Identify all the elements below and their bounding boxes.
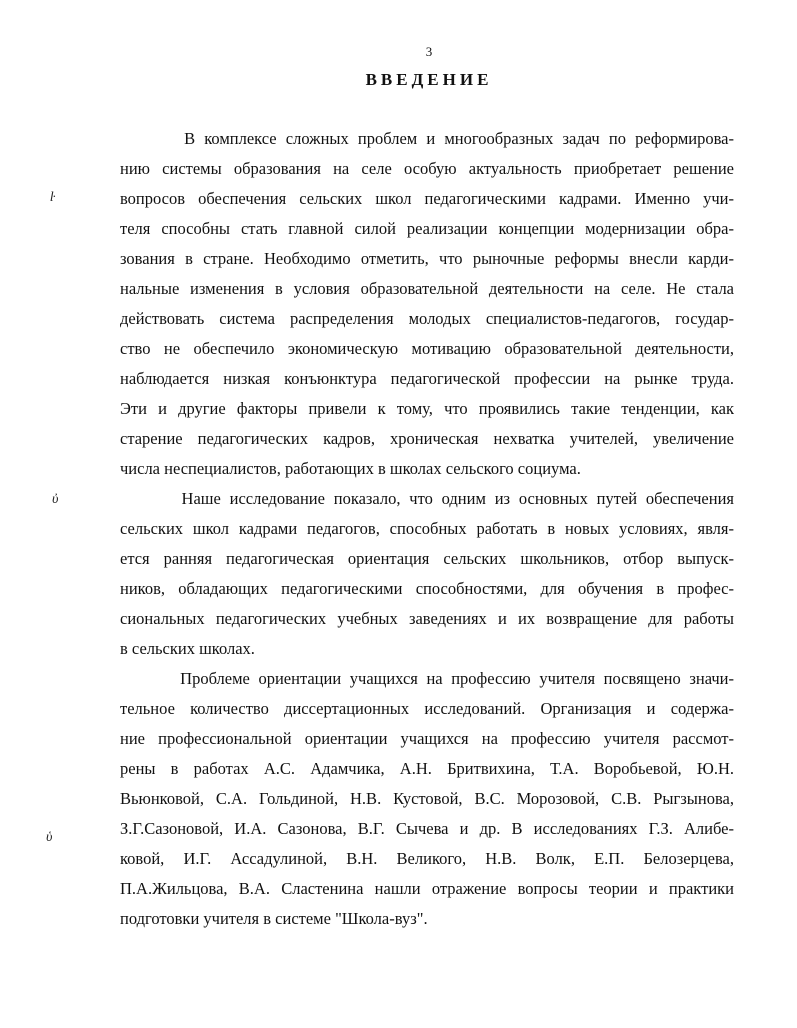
text-line: вопросов обеспечения сельских школ педагогическими кадрами. Именно учи- [120, 189, 734, 208]
text-line: подготовки учителя в системе "Школа-вуз". [120, 909, 428, 928]
text-line: сельских школ кадрами педагогов, способных работать в новых условиях, явля- [120, 519, 734, 538]
text-line: Наше исследование показало, что одним из основных путей обеспечения [120, 489, 734, 508]
text-line: зования в стране. Необходимо отметить, что рыночные реформы внесли карди- [120, 249, 734, 268]
paragraph-3 [120, 664, 734, 934]
text-line: действовать система распределения молодых специалистов-педагогов, государ- [120, 309, 734, 328]
text-line: тельное количество диссертационных исследований. Организация и содержа- [120, 699, 734, 718]
text-line: З.Г.Сазоновой, И.А. Сазонова, В.Г. Сычева и др. В исследованиях Г.З. Алибе- [120, 819, 734, 838]
text-line: наблюдается низкая конъюнктура педагогической профессии на рынке труда. [120, 369, 734, 388]
text-line: старение педагогических кадров, хроническая нехватка учителей, увеличение [120, 429, 734, 448]
text-line: сиональных педагогических учебных заведениях и их возвращение для работы [120, 609, 734, 628]
text-line: П.А.Жильцова, В.А. Сластенина нашли отражение вопросы теории и практики [120, 879, 734, 898]
text-line: ковой, И.Г. Ассадулиной, В.Н. Великого, Н.В. Волк, Е.П. Белозерцева, [120, 849, 734, 868]
paragraph-2 [120, 484, 734, 664]
text-line: Вьюнковой, С.А. Гольдиной, Н.В. Кустовой, В.С. Морозовой, С.В. Рыгзынова, [120, 789, 734, 808]
margin-mark: ŀ [50, 190, 55, 205]
text-line: ние профессиональной ориентации учащихся на профессию учителя рассмот- [120, 729, 734, 748]
margin-mark: ὐ [52, 492, 59, 507]
text-line: нию системы образования на селе особую актуальность приобретает решение [120, 159, 734, 178]
text-line: Проблеме ориентации учащихся на профессию учителя посвящено значи- [120, 669, 734, 688]
text-line: ется ранняя педагогическая ориентация сельских школьников, отбор выпуск- [120, 549, 734, 568]
margin-mark: ὑ [46, 830, 53, 845]
text-line: в сельских школах. [120, 639, 255, 658]
text-line: В комплексе сложных проблем и многообразных задач по реформирова- [120, 129, 734, 148]
text-line: ство не обеспечило экономическую мотивацию образовательной деятельности, [120, 339, 734, 358]
text-line: теля способны стать главной силой реализации концепции модернизации обра- [120, 219, 734, 238]
page-number: 3 [425, 44, 433, 59]
text-line: числа неспециалистов, работающих в школах сельского социума. [120, 459, 581, 478]
text-line: нальные изменения в условия образовательной деятельности на селе. Не стала [120, 279, 734, 298]
paragraph-1 [120, 124, 734, 484]
text-line: ников, обладающих педагогическими способностями, для обучения в профес- [120, 579, 734, 598]
page-title: ВВЕДЕНИЕ [365, 70, 493, 89]
text-line: Эти и другие факторы привели к тому, что проявились такие тенденции, как [120, 399, 734, 418]
text-line: рены в работах А.С. Адамчика, А.Н. Бритвихина, Т.А. Воробьевой, Ю.Н. [120, 759, 734, 778]
